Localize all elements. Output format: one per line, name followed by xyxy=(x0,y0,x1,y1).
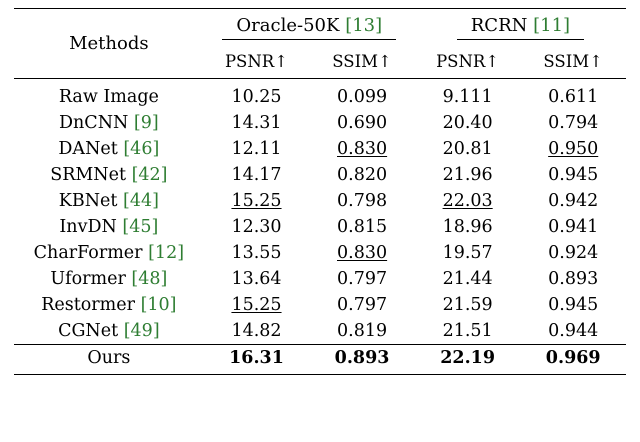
method-name-cell xyxy=(14,318,204,345)
metric-value-cell xyxy=(309,136,415,162)
metric-value: 0.945 xyxy=(548,295,599,315)
metric-value: 0.945 xyxy=(548,165,599,185)
metric-value: 0.942 xyxy=(548,191,599,211)
metric-value: 10.25 xyxy=(231,87,282,107)
group-name-rcrn: RCRN xyxy=(470,15,528,36)
rule-cell xyxy=(309,375,415,378)
metric-value-cell xyxy=(309,266,415,292)
metric-value-cell xyxy=(520,136,626,162)
metric-value: 0.893 xyxy=(334,348,390,368)
metric-value: 22.03 xyxy=(442,191,493,211)
method-name-cell xyxy=(14,162,204,188)
method-name-cell xyxy=(14,240,204,266)
method-citation[interactable]: [46] xyxy=(123,139,160,159)
table-row xyxy=(14,318,626,345)
method-label: Ours xyxy=(87,348,131,368)
metric-value-cell xyxy=(520,292,626,318)
method-name-cell xyxy=(14,266,204,292)
metric-value: 0.611 xyxy=(548,87,599,107)
metric-value-cell xyxy=(520,188,626,214)
metric-value-cell xyxy=(520,345,626,375)
metric-value: 14.31 xyxy=(231,113,282,133)
metric-value-cell xyxy=(309,318,415,345)
metric-value-cell xyxy=(415,136,521,162)
metric-header-ssim-rcrn: SSIM↑ xyxy=(543,52,603,71)
group-header-rcrn xyxy=(415,9,626,48)
metric-value-cell xyxy=(204,266,310,292)
metric-value-cell xyxy=(204,318,310,345)
metric-value: 16.31 xyxy=(229,348,284,368)
metric-value: 0.820 xyxy=(337,165,388,185)
rule-cell xyxy=(520,375,626,378)
group-cite-oracle[interactable]: [13] xyxy=(345,15,383,36)
table-row xyxy=(14,162,626,188)
metric-value: 0.690 xyxy=(337,113,388,133)
metric-value: 0.830 xyxy=(337,139,388,159)
table-row xyxy=(14,292,626,318)
method-citation[interactable]: [42] xyxy=(131,165,168,185)
method-citation[interactable]: [48] xyxy=(131,269,168,289)
metric-value-cell xyxy=(415,79,521,111)
metric-value: 0.819 xyxy=(337,321,388,341)
metric-value: 0.941 xyxy=(548,217,599,237)
metric-value-cell xyxy=(204,240,310,266)
method-name-cell xyxy=(14,110,204,136)
metric-value-cell xyxy=(520,110,626,136)
metric-value: 0.944 xyxy=(548,321,599,341)
methods-header: Methods xyxy=(14,9,204,79)
metric-value-cell xyxy=(204,79,310,111)
method-name-cell xyxy=(14,136,204,162)
header-group-row xyxy=(14,9,626,48)
metric-value: 21.51 xyxy=(442,321,493,341)
method-label: CharFormer xyxy=(33,243,143,263)
metric-header-psnr-rcrn: PSNR↑ xyxy=(436,52,500,71)
metric-value: 0.797 xyxy=(337,269,388,289)
method-label: Uformer xyxy=(50,269,126,289)
metric-value: 21.59 xyxy=(442,295,493,315)
metric-value: 9.111 xyxy=(442,87,493,107)
metric-value: 21.44 xyxy=(442,269,493,289)
metric-value: 0.830 xyxy=(337,243,388,263)
group-name-oracle: Oracle-50K xyxy=(236,15,340,36)
method-name-cell xyxy=(14,345,204,375)
metric-value-cell xyxy=(204,110,310,136)
metric-value: 15.25 xyxy=(231,295,282,315)
metric-header-ssim-oracle: SSIM↑ xyxy=(332,52,392,71)
method-citation[interactable]: [45] xyxy=(122,217,159,237)
metric-value: 13.55 xyxy=(231,243,282,263)
method-label: DnCNN xyxy=(59,113,129,133)
metric-value-cell xyxy=(309,240,415,266)
metric-value-cell xyxy=(309,162,415,188)
metric-value: 0.794 xyxy=(548,113,599,133)
method-citation[interactable]: [12] xyxy=(148,243,185,263)
metric-value: 0.893 xyxy=(548,269,599,289)
rule-cell xyxy=(204,375,310,378)
metric-value: 22.19 xyxy=(440,348,496,368)
table-row xyxy=(14,345,626,375)
metric-value: 20.81 xyxy=(442,139,493,159)
method-name-cell xyxy=(14,292,204,318)
method-label: Raw Image xyxy=(58,87,159,107)
metric-value-cell xyxy=(204,162,310,188)
method-label: InvDN xyxy=(59,217,117,237)
metric-value-cell xyxy=(520,214,626,240)
metric-value: 15.25 xyxy=(231,191,282,211)
metric-value-cell xyxy=(309,214,415,240)
rule-cell xyxy=(415,375,521,378)
metric-value: 0.099 xyxy=(337,87,388,107)
method-label: SRMNet xyxy=(50,165,126,185)
metric-value-cell xyxy=(204,188,310,214)
method-name-cell xyxy=(14,188,204,214)
metric-value: 0.924 xyxy=(548,243,599,263)
metric-header-psnr-oracle: PSNR↑ xyxy=(224,52,289,71)
results-table xyxy=(14,8,626,377)
method-name-cell xyxy=(14,214,204,240)
metric-value-cell xyxy=(415,162,521,188)
metric-value-cell xyxy=(520,162,626,188)
method-citation[interactable]: [44] xyxy=(123,191,159,211)
method-name-cell xyxy=(14,79,204,111)
metric-value-cell xyxy=(415,240,521,266)
metric-value: 0.950 xyxy=(548,139,599,159)
method-citation[interactable]: [10] xyxy=(140,295,177,315)
method-label: CGNet xyxy=(58,321,119,341)
metric-value: 12.30 xyxy=(231,217,282,237)
table-row xyxy=(14,240,626,266)
metric-value-cell xyxy=(309,188,415,214)
metric-value-cell xyxy=(415,214,521,240)
group-header-oracle xyxy=(204,9,415,48)
metric-value: 14.17 xyxy=(231,165,282,185)
table-row xyxy=(14,110,626,136)
metric-value-cell xyxy=(415,292,521,318)
rule-cell xyxy=(14,375,204,378)
metric-value-cell xyxy=(309,79,415,111)
metric-value: 20.40 xyxy=(442,113,493,133)
method-citation[interactable]: [49] xyxy=(123,321,160,341)
table-row xyxy=(14,79,626,111)
metric-value: 0.969 xyxy=(545,348,601,368)
metric-value-cell xyxy=(415,110,521,136)
method-label: DANet xyxy=(58,139,118,159)
metric-value: 12.11 xyxy=(231,139,282,159)
metric-value: 0.797 xyxy=(337,295,388,315)
group-cite-rcrn[interactable]: [11] xyxy=(533,15,571,36)
metric-value-cell xyxy=(204,136,310,162)
metric-value-cell xyxy=(520,79,626,111)
metric-value-cell xyxy=(309,292,415,318)
table-row xyxy=(14,214,626,240)
table-row xyxy=(14,136,626,162)
metric-value-cell xyxy=(520,318,626,345)
metric-value: 21.96 xyxy=(442,165,493,185)
metric-value-cell xyxy=(415,266,521,292)
metric-value: 19.57 xyxy=(442,243,493,263)
metric-value: 0.798 xyxy=(337,191,388,211)
metric-value-cell xyxy=(309,345,415,375)
metric-value-cell xyxy=(204,292,310,318)
method-citation[interactable]: [9] xyxy=(133,113,159,133)
metric-value-cell xyxy=(415,345,521,375)
table-row xyxy=(14,266,626,292)
metric-value: 18.96 xyxy=(442,217,493,237)
bottom-rule xyxy=(14,375,626,378)
metric-value-cell xyxy=(520,266,626,292)
metric-value-cell xyxy=(309,110,415,136)
metric-value-cell xyxy=(415,318,521,345)
metric-value: 13.64 xyxy=(231,269,282,289)
metric-value-cell xyxy=(204,345,310,375)
metric-value: 14.82 xyxy=(231,321,282,341)
method-label: KBNet xyxy=(58,191,118,211)
metric-value: 0.815 xyxy=(337,217,388,237)
method-label: Restormer xyxy=(41,295,135,315)
metric-value-cell xyxy=(415,188,521,214)
table-row xyxy=(14,188,626,214)
metric-value-cell xyxy=(204,214,310,240)
metric-value-cell xyxy=(520,240,626,266)
